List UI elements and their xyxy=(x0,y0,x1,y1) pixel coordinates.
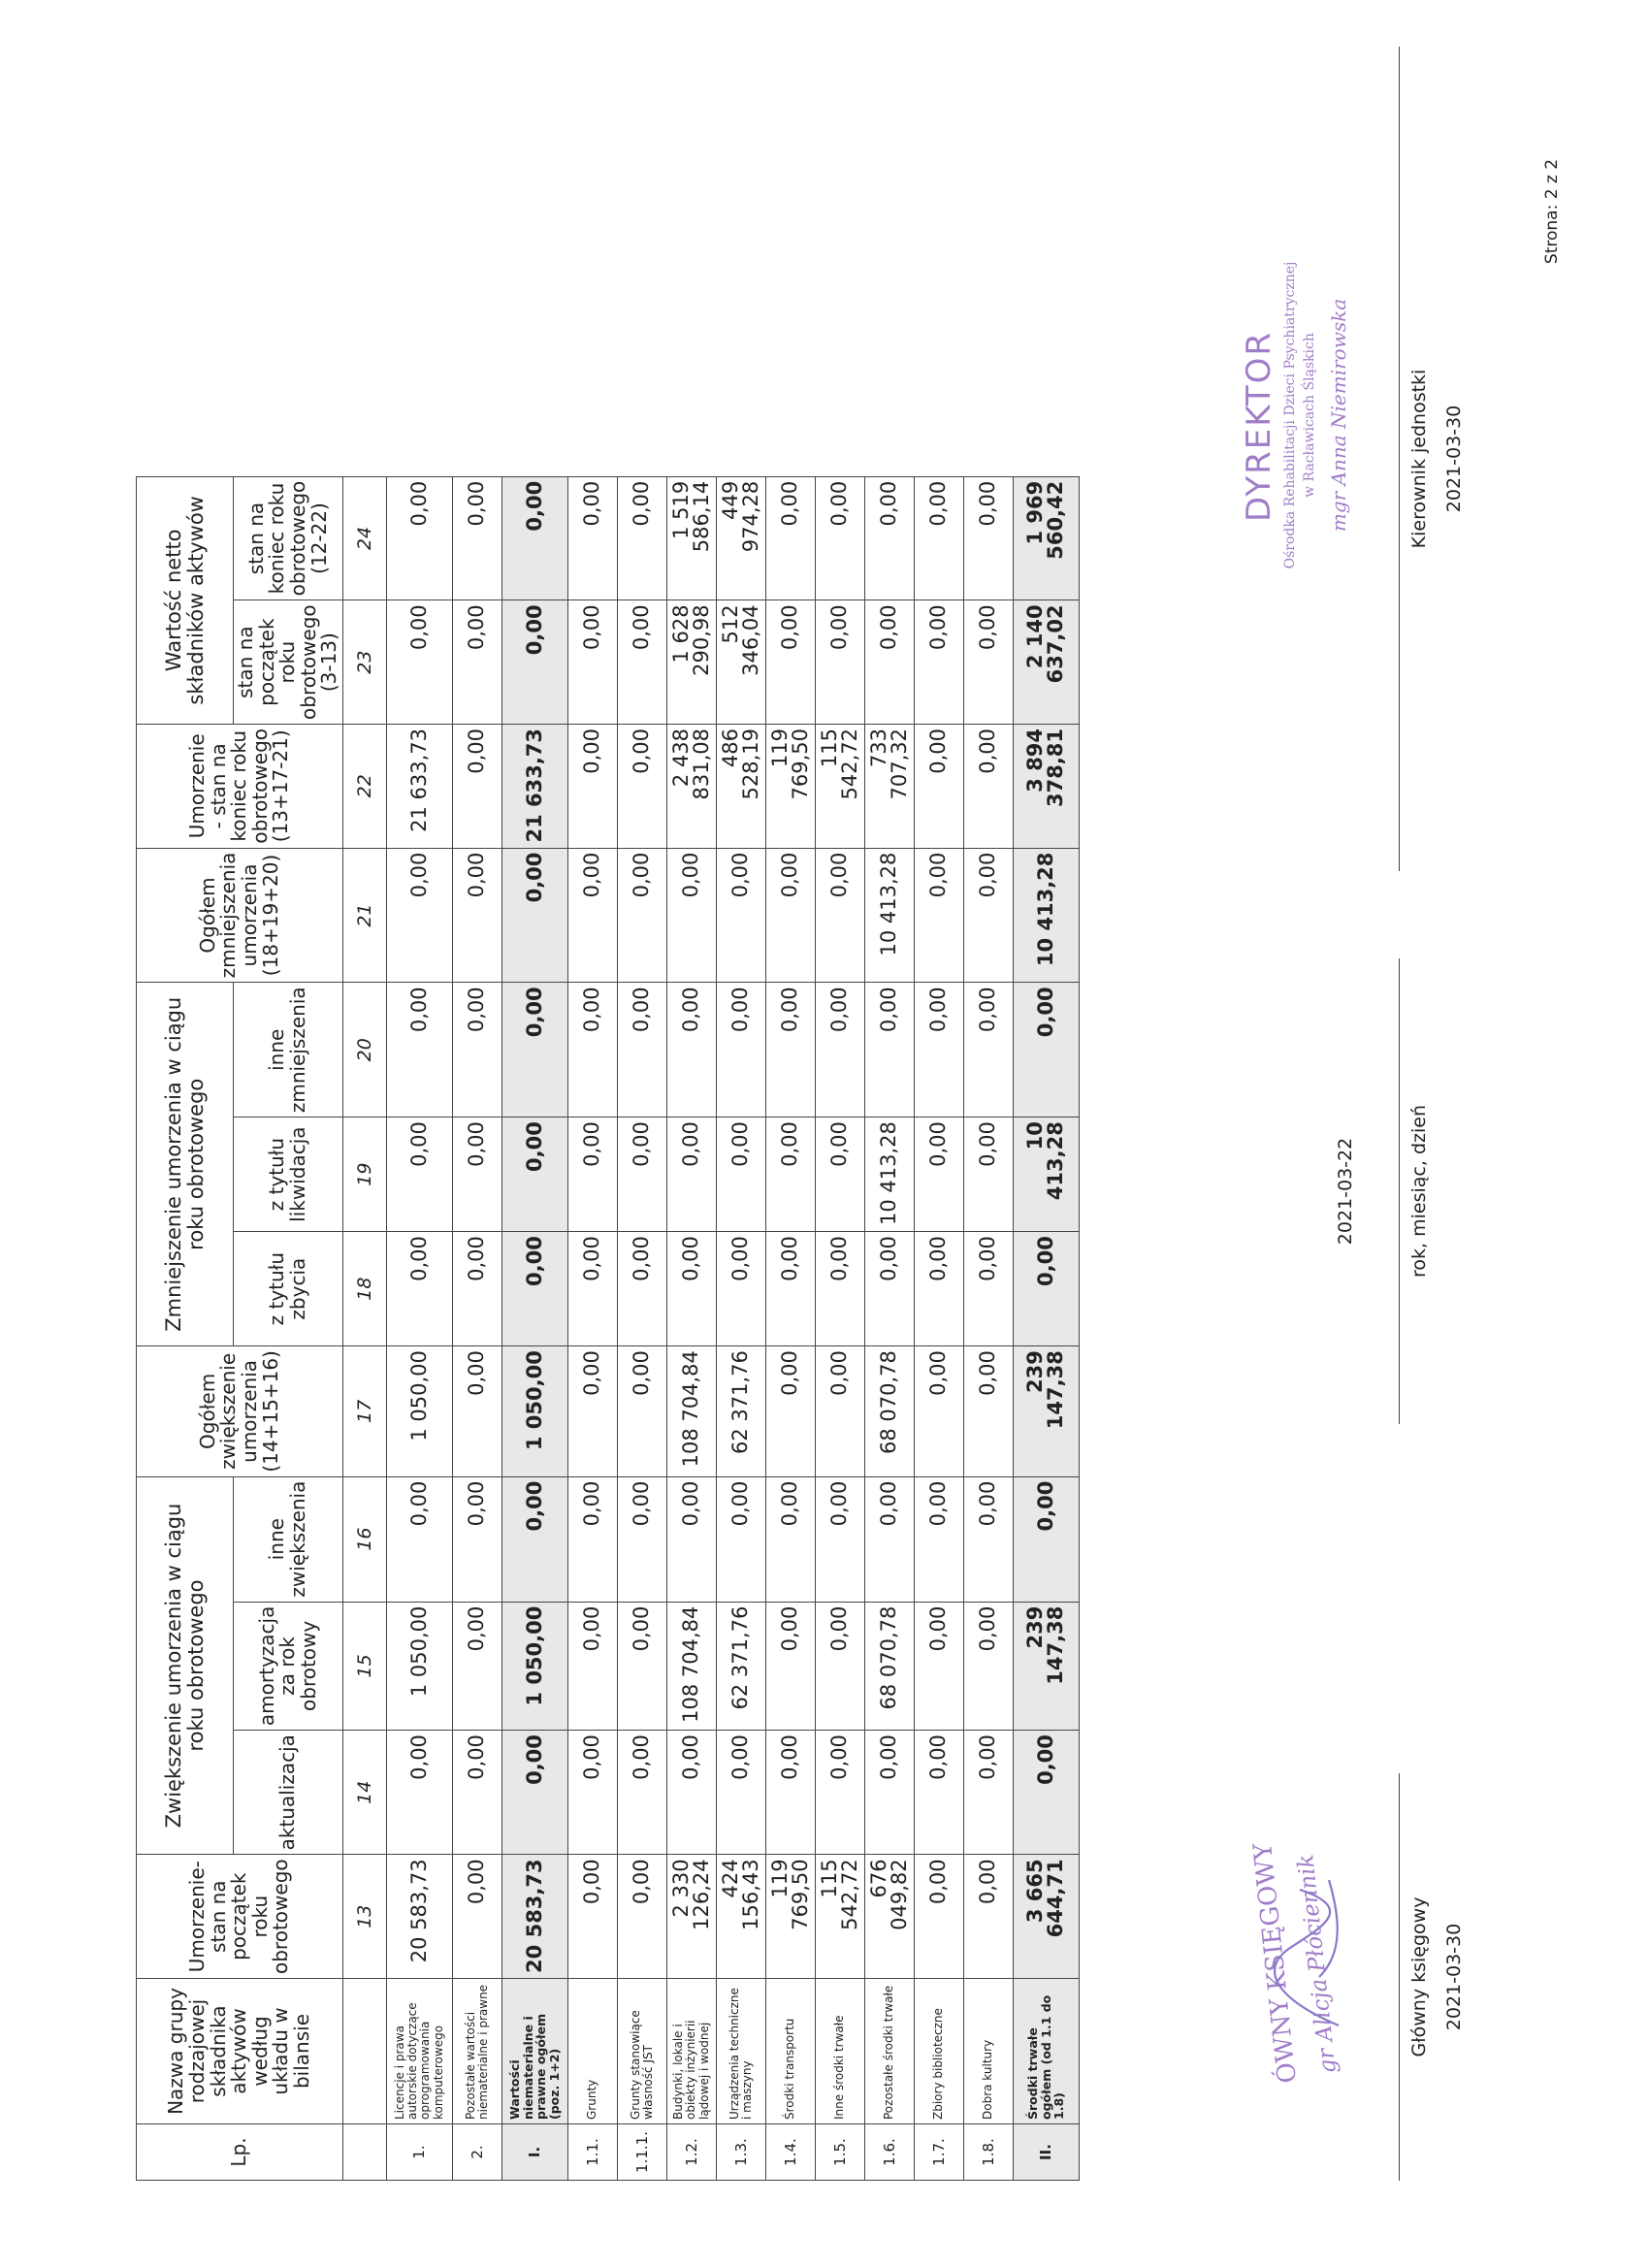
director-stamp-name: mgr Anna Niemirowska xyxy=(1327,298,1350,533)
header-increase-group: Zwiększenie umorzenia w ciągu roku obrotowego xyxy=(137,1476,234,1855)
value-cell: 0,00 xyxy=(963,1476,1013,1602)
header-col-23: stan na początek roku obrotowego (3-13) xyxy=(234,600,343,725)
header-net-group: Wartość netto składników aktywów xyxy=(137,476,234,724)
value-cell: 0,00 xyxy=(716,1731,765,1855)
value-cell: 0,00 xyxy=(501,1232,567,1346)
value-cell: 115 542,72 xyxy=(815,1855,864,1979)
row-name: Pozostałe środki trwałe xyxy=(864,1979,914,2124)
value-cell: 0,00 xyxy=(914,1476,963,1602)
value-cell: 0,00 xyxy=(386,848,452,983)
value-cell: 0,00 xyxy=(815,476,864,600)
table-row xyxy=(501,476,567,2180)
column-index-row xyxy=(342,476,386,2180)
director-stamp-title: DYREKTOR xyxy=(1240,330,1278,522)
value-cell: 0,00 xyxy=(567,983,617,1118)
row-lp: 1.1.1. xyxy=(617,2124,666,2181)
value-cell: 0,00 xyxy=(567,1731,617,1855)
header-col-20: inne zmniejszenia xyxy=(234,983,343,1118)
manager-label: Kierownik jednostki xyxy=(1408,369,1430,549)
director-stamp-org1: Ośrodka Rehabilitacji Dzieci Psychiatrycznej xyxy=(1282,261,1298,569)
value-cell: 62 371,76 xyxy=(716,1602,765,1730)
value-cell: 0,00 xyxy=(501,600,567,725)
table-row xyxy=(963,476,1013,2180)
value-cell: 0,00 xyxy=(864,600,914,725)
value-cell: 21 633,73 xyxy=(386,724,452,848)
value-cell: 0,00 xyxy=(914,600,963,725)
value-cell: 0,00 xyxy=(815,1346,864,1476)
value-cell: 1 050,00 xyxy=(386,1346,452,1476)
value-cell: 0,00 xyxy=(963,1118,1013,1232)
value-cell: 0,00 xyxy=(914,476,963,600)
value-cell: 0,00 xyxy=(452,600,501,725)
value-cell: 424 156,43 xyxy=(716,1855,765,1979)
index-cell: 23 xyxy=(342,600,386,725)
index-cell: 15 xyxy=(342,1602,386,1730)
table-row xyxy=(765,476,815,2180)
header-col-13: Umorzenie- stan na początek roku obrotowego xyxy=(137,1855,343,1979)
value-cell: 0,00 xyxy=(765,1602,815,1730)
table-row xyxy=(666,476,716,2180)
value-cell: 0,00 xyxy=(864,1476,914,1602)
table-row xyxy=(452,476,501,2180)
value-cell: 0,00 xyxy=(765,1476,815,1602)
index-cell-blank xyxy=(342,1979,386,2124)
value-cell: 0,00 xyxy=(567,1476,617,1602)
value-cell: 0,00 xyxy=(617,1855,666,1979)
value-cell: 0,00 xyxy=(716,983,765,1118)
row-lp: 2. xyxy=(452,2124,501,2181)
value-cell: 0,00 xyxy=(864,1232,914,1346)
value-cell: 0,00 xyxy=(567,600,617,725)
value-cell: 0,00 xyxy=(501,1476,567,1602)
header-col-18: z tytułu zbycia xyxy=(234,1232,343,1346)
value-cell: 108 704,84 xyxy=(666,1602,716,1730)
value-cell: 0,00 xyxy=(617,476,666,600)
value-cell: 0,00 xyxy=(452,1602,501,1730)
value-cell: 115 542,72 xyxy=(815,724,864,848)
header-decrease-group: Zmniejszenie umorzenia w ciągu roku obrotowego xyxy=(137,983,234,1346)
index-cell: 19 xyxy=(342,1118,386,1232)
header-col-19: z tytułu likwidacja xyxy=(234,1118,343,1232)
row-name: Pozostałe wartości niematerialne i prawne xyxy=(452,1979,501,2124)
value-cell: 0,00 xyxy=(386,1118,452,1232)
value-cell: 0,00 xyxy=(617,983,666,1118)
index-cell-blank xyxy=(342,2124,386,2181)
row-lp: II. xyxy=(1013,2124,1079,2181)
value-cell: 0,00 xyxy=(617,1118,666,1232)
row-name: Środki transportu xyxy=(765,1979,815,2124)
value-cell: 20 583,73 xyxy=(501,1855,567,1979)
row-name: Wartości niematerialne i prawne ogółem (poz. 1+2) xyxy=(501,1979,567,2124)
value-cell: 0,00 xyxy=(963,1346,1013,1476)
table-row xyxy=(864,476,914,2180)
row-lp: 1.8. xyxy=(963,2124,1013,2181)
value-cell: 62 371,76 xyxy=(716,1346,765,1476)
value-cell: 1 050,00 xyxy=(501,1346,567,1476)
header-col-15: amortyzacja za rok obrotowy xyxy=(234,1602,343,1730)
row-name: Budynki, lokale i obiekty inżynierii lądowej i wodnej xyxy=(666,1979,716,2124)
index-cell: 13 xyxy=(342,1855,386,1979)
director-stamp-org2: w Racławicach Śląskich xyxy=(1302,333,1317,498)
value-cell: 0,00 xyxy=(567,848,617,983)
row-name: Środki trwałe ogółem (od 1.1 do 1.8) xyxy=(1013,1979,1079,2124)
value-cell: 0,00 xyxy=(666,983,716,1118)
manager-signature-line xyxy=(1399,47,1400,871)
value-cell: 0,00 xyxy=(1013,1476,1079,1602)
header-name: Nazwa grupy rodzajowej składnika aktywów według układu w bilansie xyxy=(137,1979,343,2124)
value-cell: 0,00 xyxy=(914,983,963,1118)
table-row xyxy=(386,476,452,2180)
value-cell: 0,00 xyxy=(452,848,501,983)
row-name: Inne środki trwałe xyxy=(815,1979,864,2124)
value-cell: 0,00 xyxy=(815,1232,864,1346)
value-cell: 0,00 xyxy=(815,600,864,725)
row-lp: 1.1. xyxy=(567,2124,617,2181)
index-cell: 16 xyxy=(342,1476,386,1602)
value-cell: 2 438 831,08 xyxy=(666,724,716,848)
value-cell: 0,00 xyxy=(765,1232,815,1346)
value-cell: 0,00 xyxy=(501,476,567,600)
value-cell: 0,00 xyxy=(864,1731,914,1855)
value-cell: 3 894 378,81 xyxy=(1013,724,1079,848)
index-cell: 20 xyxy=(342,983,386,1118)
value-cell: 0,00 xyxy=(617,1731,666,1855)
value-cell: 0,00 xyxy=(815,1476,864,1602)
value-cell: 0,00 xyxy=(501,1731,567,1855)
table-row xyxy=(914,476,963,2180)
header-col-16: inne zwiększenia xyxy=(234,1476,343,1602)
manager-date: 2021-03-30 xyxy=(1443,405,1465,513)
value-cell: 0,00 xyxy=(452,1346,501,1476)
row-name: Grunty stanowiące własność JST xyxy=(617,1979,666,2124)
header-col-21: Ogółem zmniejszenia umorzenia (18+19+20) xyxy=(137,848,343,983)
table-row xyxy=(1013,476,1079,2180)
value-cell: 0,00 xyxy=(815,1118,864,1232)
value-cell: 0,00 xyxy=(765,848,815,983)
value-cell: 1 050,00 xyxy=(501,1602,567,1730)
value-cell: 10 413,28 xyxy=(864,848,914,983)
index-cell: 18 xyxy=(342,1232,386,1346)
value-cell: 0,00 xyxy=(765,983,815,1118)
value-cell: 0,00 xyxy=(1013,983,1079,1118)
value-cell: 1 969 560,42 xyxy=(1013,476,1079,600)
value-cell: 10 413,28 xyxy=(1013,1118,1079,1232)
value-cell: 0,00 xyxy=(617,600,666,725)
value-cell: 0,00 xyxy=(864,476,914,600)
value-cell: 0,00 xyxy=(567,1346,617,1476)
value-cell: 0,00 xyxy=(963,1232,1013,1346)
accountant-signature-line xyxy=(1399,1773,1400,2181)
center-date-line xyxy=(1399,958,1400,1424)
value-cell: 1 628 290,98 xyxy=(666,600,716,725)
value-cell: 0,00 xyxy=(716,1118,765,1232)
index-cell: 24 xyxy=(342,476,386,600)
row-lp: I. xyxy=(501,2124,567,2181)
header-col-24: stan na koniec roku obrotowego (12-22) xyxy=(234,476,343,600)
row-lp: 1.2. xyxy=(666,2124,716,2181)
value-cell: 119 769,50 xyxy=(765,1855,815,1979)
value-cell: 21 633,73 xyxy=(501,724,567,848)
accountant-signature xyxy=(1251,1870,1368,2035)
value-cell: 0,00 xyxy=(914,1731,963,1855)
table-row xyxy=(716,476,765,2180)
accountant-label: Główny księgowy xyxy=(1408,1896,1430,2057)
row-lp: 1.6. xyxy=(864,2124,914,2181)
value-cell: 0,00 xyxy=(501,983,567,1118)
value-cell: 0,00 xyxy=(765,476,815,600)
value-cell: 1 519 586,14 xyxy=(666,476,716,600)
value-cell: 0,00 xyxy=(963,724,1013,848)
value-cell: 486 528,19 xyxy=(716,724,765,848)
accountant-stamp-name: gr Alicja Płóciennik xyxy=(1293,1853,1342,2075)
value-cell: 0,00 xyxy=(567,1232,617,1346)
row-lp: 1.3. xyxy=(716,2124,765,2181)
value-cell: 0,00 xyxy=(567,724,617,848)
header-col-22: Umorzenie - stan na koniec roku obrotowego (13+17-21) xyxy=(137,724,343,848)
table-row xyxy=(617,476,666,2180)
value-cell: 0,00 xyxy=(963,1855,1013,1979)
header-lp: Lp. xyxy=(137,2124,343,2181)
value-cell: 0,00 xyxy=(452,724,501,848)
page-number: Strona: 2 z 2 xyxy=(1542,158,1562,265)
value-cell: 0,00 xyxy=(765,1118,815,1232)
value-cell: 68 070,78 xyxy=(864,1602,914,1730)
row-lp: 1.4. xyxy=(765,2124,815,2181)
row-name: Grunty xyxy=(567,1979,617,2124)
depreciation-table xyxy=(136,476,1080,2181)
value-cell: 0,00 xyxy=(1013,1731,1079,1855)
row-lp: 1.7. xyxy=(914,2124,963,2181)
value-cell: 0,00 xyxy=(914,724,963,848)
value-cell: 0,00 xyxy=(386,1731,452,1855)
value-cell: 0,00 xyxy=(452,1855,501,1979)
value-cell: 676 049,82 xyxy=(864,1855,914,1979)
value-cell: 0,00 xyxy=(716,848,765,983)
value-cell: 0,00 xyxy=(666,1118,716,1232)
row-name: Zbiory biblioteczne xyxy=(914,1979,963,2124)
accountant-date: 2021-03-30 xyxy=(1443,1923,1465,2031)
row-lp: 1.5. xyxy=(815,2124,864,2181)
index-cell: 22 xyxy=(342,724,386,848)
value-cell: 3 665 644,71 xyxy=(1013,1855,1079,1979)
value-cell: 733 707,32 xyxy=(864,724,914,848)
value-cell: 0,00 xyxy=(386,600,452,725)
value-cell: 0,00 xyxy=(914,1602,963,1730)
value-cell: 0,00 xyxy=(617,724,666,848)
value-cell: 10 413,28 xyxy=(1013,848,1079,983)
value-cell: 0,00 xyxy=(452,1118,501,1232)
value-cell: 0,00 xyxy=(914,1855,963,1979)
value-cell: 0,00 xyxy=(963,476,1013,600)
value-cell: 0,00 xyxy=(914,1346,963,1476)
value-cell: 0,00 xyxy=(501,848,567,983)
value-cell: 1 050,00 xyxy=(386,1602,452,1730)
value-cell: 0,00 xyxy=(765,1346,815,1476)
value-cell: 449 974,28 xyxy=(716,476,765,600)
value-cell: 0,00 xyxy=(765,1731,815,1855)
accountant-stamp-title: ÓWNY KSIĘGOWY xyxy=(1248,1841,1303,2085)
value-cell: 0,00 xyxy=(452,1731,501,1855)
value-cell: 0,00 xyxy=(716,1232,765,1346)
value-cell: 0,00 xyxy=(452,476,501,600)
row-name: Urządzenia techniczne i maszyny xyxy=(716,1979,765,2124)
table-body xyxy=(342,476,1079,2180)
value-cell: 512 346,04 xyxy=(716,600,765,725)
value-cell: 68 070,78 xyxy=(864,1346,914,1476)
value-cell: 2 140 637,02 xyxy=(1013,600,1079,725)
row-name: Licencje i prawa autorskie dotyczące oprogramowania komputerowego xyxy=(386,1979,452,2124)
index-cell: 21 xyxy=(342,848,386,983)
value-cell: 0,00 xyxy=(914,1118,963,1232)
table-row xyxy=(815,476,864,2180)
value-cell: 0,00 xyxy=(666,1476,716,1602)
center-date-label: rok, miesiąc, dzień xyxy=(1408,1105,1430,1278)
value-cell: 0,00 xyxy=(617,1232,666,1346)
value-cell: 239 147,38 xyxy=(1013,1602,1079,1730)
value-cell: 0,00 xyxy=(666,1731,716,1855)
value-cell: 0,00 xyxy=(501,1118,567,1232)
value-cell: 0,00 xyxy=(386,983,452,1118)
index-cell: 17 xyxy=(342,1346,386,1476)
value-cell: 0,00 xyxy=(716,1476,765,1602)
row-name: Dobra kultury xyxy=(963,1979,1013,2124)
value-cell: 0,00 xyxy=(963,848,1013,983)
value-cell: 108 704,84 xyxy=(666,1346,716,1476)
value-cell: 0,00 xyxy=(765,600,815,725)
value-cell: 0,00 xyxy=(963,1602,1013,1730)
header-col-17: Ogółem zwiększenie umorzenia (14+15+16) xyxy=(137,1346,343,1476)
value-cell: 0,00 xyxy=(914,1232,963,1346)
value-cell: 0,00 xyxy=(864,983,914,1118)
value-cell: 0,00 xyxy=(617,1602,666,1730)
value-cell: 119 769,50 xyxy=(765,724,815,848)
value-cell: 0,00 xyxy=(815,1731,864,1855)
value-cell: 0,00 xyxy=(617,1346,666,1476)
header-col-14: aktualizacja xyxy=(234,1731,343,1855)
value-cell: 239 147,38 xyxy=(1013,1346,1079,1476)
value-cell: 0,00 xyxy=(567,1855,617,1979)
value-cell: 0,00 xyxy=(666,1232,716,1346)
value-cell: 0,00 xyxy=(815,848,864,983)
value-cell: 0,00 xyxy=(617,848,666,983)
value-cell: 10 413,28 xyxy=(864,1118,914,1232)
value-cell: 0,00 xyxy=(452,1476,501,1602)
value-cell: 0,00 xyxy=(567,1602,617,1730)
value-cell: 0,00 xyxy=(452,983,501,1118)
value-cell: 0,00 xyxy=(815,1602,864,1730)
value-cell: 0,00 xyxy=(386,476,452,600)
value-cell: 2 330 126,24 xyxy=(666,1855,716,1979)
value-cell: 0,00 xyxy=(452,1232,501,1346)
value-cell: 0,00 xyxy=(963,600,1013,725)
value-cell: 0,00 xyxy=(386,1232,452,1346)
value-cell: 0,00 xyxy=(666,848,716,983)
table-row xyxy=(567,476,617,2180)
value-cell: 0,00 xyxy=(617,1476,666,1602)
value-cell: 0,00 xyxy=(386,1476,452,1602)
center-date: 2021-03-22 xyxy=(1335,1137,1356,1246)
value-cell: 0,00 xyxy=(815,983,864,1118)
index-cell: 14 xyxy=(342,1731,386,1855)
value-cell: 0,00 xyxy=(963,1731,1013,1855)
value-cell: 20 583,73 xyxy=(386,1855,452,1979)
value-cell: 0,00 xyxy=(567,476,617,600)
value-cell: 0,00 xyxy=(963,983,1013,1118)
row-lp: 1. xyxy=(386,2124,452,2181)
value-cell: 0,00 xyxy=(1013,1232,1079,1346)
value-cell: 0,00 xyxy=(914,848,963,983)
value-cell: 0,00 xyxy=(567,1118,617,1232)
